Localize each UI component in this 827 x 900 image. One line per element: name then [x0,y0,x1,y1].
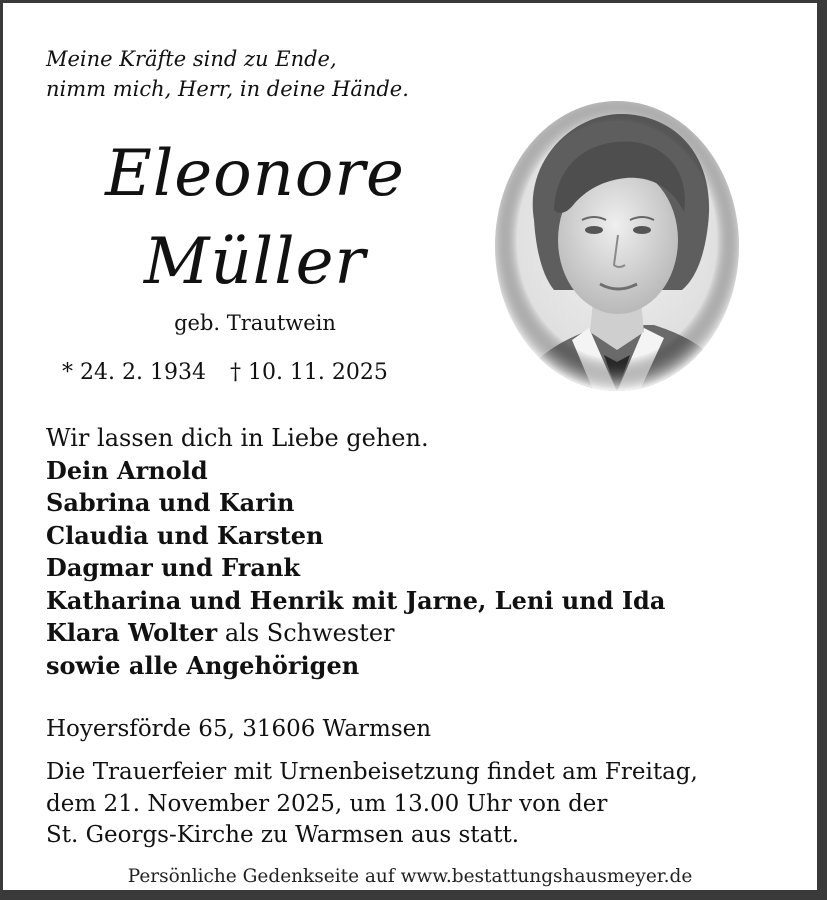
service-info [46,757,698,852]
family-line-4: Dagmar und Frank [46,553,301,582]
birth-name: geb. Trautwein [174,311,336,335]
sister-relation: als Schwester [224,619,395,647]
family-closing: sowie alle Angehörigen [46,650,360,680]
sister-name: Klara Wolter [46,618,218,647]
family-line-2: Sabrina und Karin [46,488,295,517]
service-line-2: dem 21. November 2025, um 13.00 Uhr von der [46,790,608,817]
service-line-1: Die Trauerfeier mit Urnenbeisetzung findet am Freitag, [46,759,698,785]
first-name: Eleonore [105,137,405,211]
family-line-sister [46,617,665,650]
memorial-page-link[interactable]: Persönliche Gedenkseite auf www.bestattungshausmeyer.de [127,866,693,887]
verse-line-2: nimm mich, Herr, in deine Hände. [46,77,409,101]
family-line-5: Katharina und Henrik mit Jarne, Leni und Ida [46,585,666,615]
address: Hoyersförde 65, 31606 Warmsen [46,716,432,742]
life-dates [62,358,388,388]
verse-line-1: Meine Kräfte sind zu Ende, [46,47,337,71]
portrait-photo [494,100,740,392]
family-section [46,422,665,682]
family-intro: Wir lassen dich in Liebe gehen. [46,424,429,452]
death-date: † 10. 11. 2025 [229,360,388,385]
service-line-3: St. Georgs-Kirche zu Warmsen aus statt. [46,822,520,848]
family-line-1: Dein Arnold [46,455,208,485]
verse [46,44,506,104]
last-name: Müller [143,225,367,299]
birth-date: * 24. 2. 1934 [62,360,206,385]
family-line-3: Claudia und Karsten [46,520,324,550]
